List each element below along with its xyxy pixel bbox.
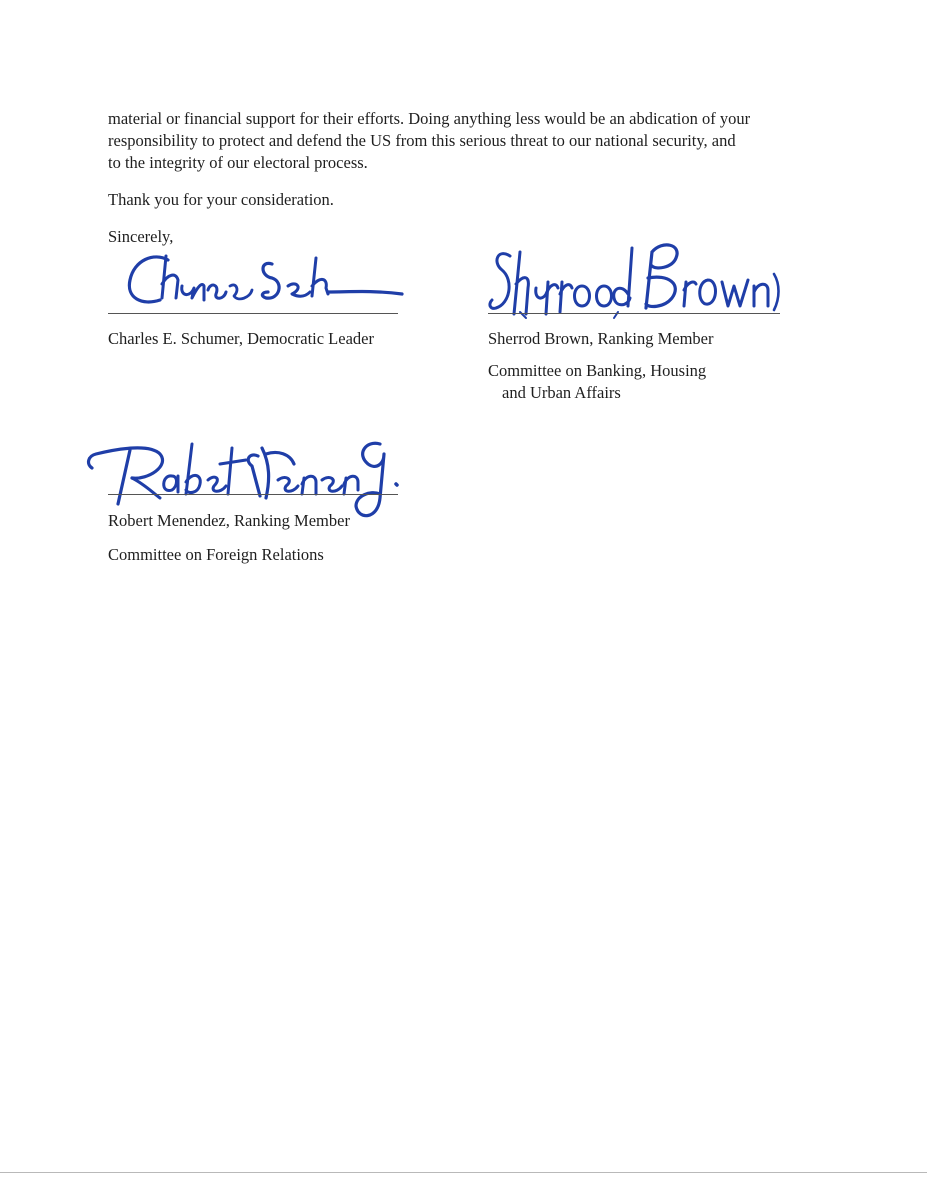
page-edge-line (0, 1172, 927, 1173)
signatory-name-schumer: Charles E. Schumer, Democratic Leader (108, 329, 374, 348)
body-paragraph (108, 108, 828, 174)
committee-line: and Urban Affairs (502, 383, 621, 402)
signatory-name-brown: Sherrod Brown, Ranking Member (488, 329, 714, 348)
committee-line: Committee on Foreign Relations (108, 545, 324, 564)
committee-line: Committee on Banking, Housing (488, 361, 707, 380)
signature-line-brown (488, 313, 780, 314)
committee-brown (488, 360, 706, 404)
signature-line-schumer (108, 313, 398, 314)
thanks-line: Thank you for your consideration. (108, 190, 334, 209)
body-line: to the integrity of our electoral process. (108, 153, 368, 172)
signature-brown (486, 234, 786, 324)
signature-schumer (120, 246, 410, 316)
body-line: material or financial support for their efforts. Doing anything less would be an abdication of your (108, 109, 751, 128)
signatory-name-menendez: Robert Menendez, Ranking Member (108, 511, 350, 530)
body-line: responsibility to protect and defend the US from this serious threat to our national security, and (108, 131, 736, 150)
signature-menendez (80, 424, 410, 524)
closing: Sincerely, (108, 227, 174, 246)
signature-line-menendez (108, 494, 398, 495)
committee-menendez (108, 544, 324, 566)
